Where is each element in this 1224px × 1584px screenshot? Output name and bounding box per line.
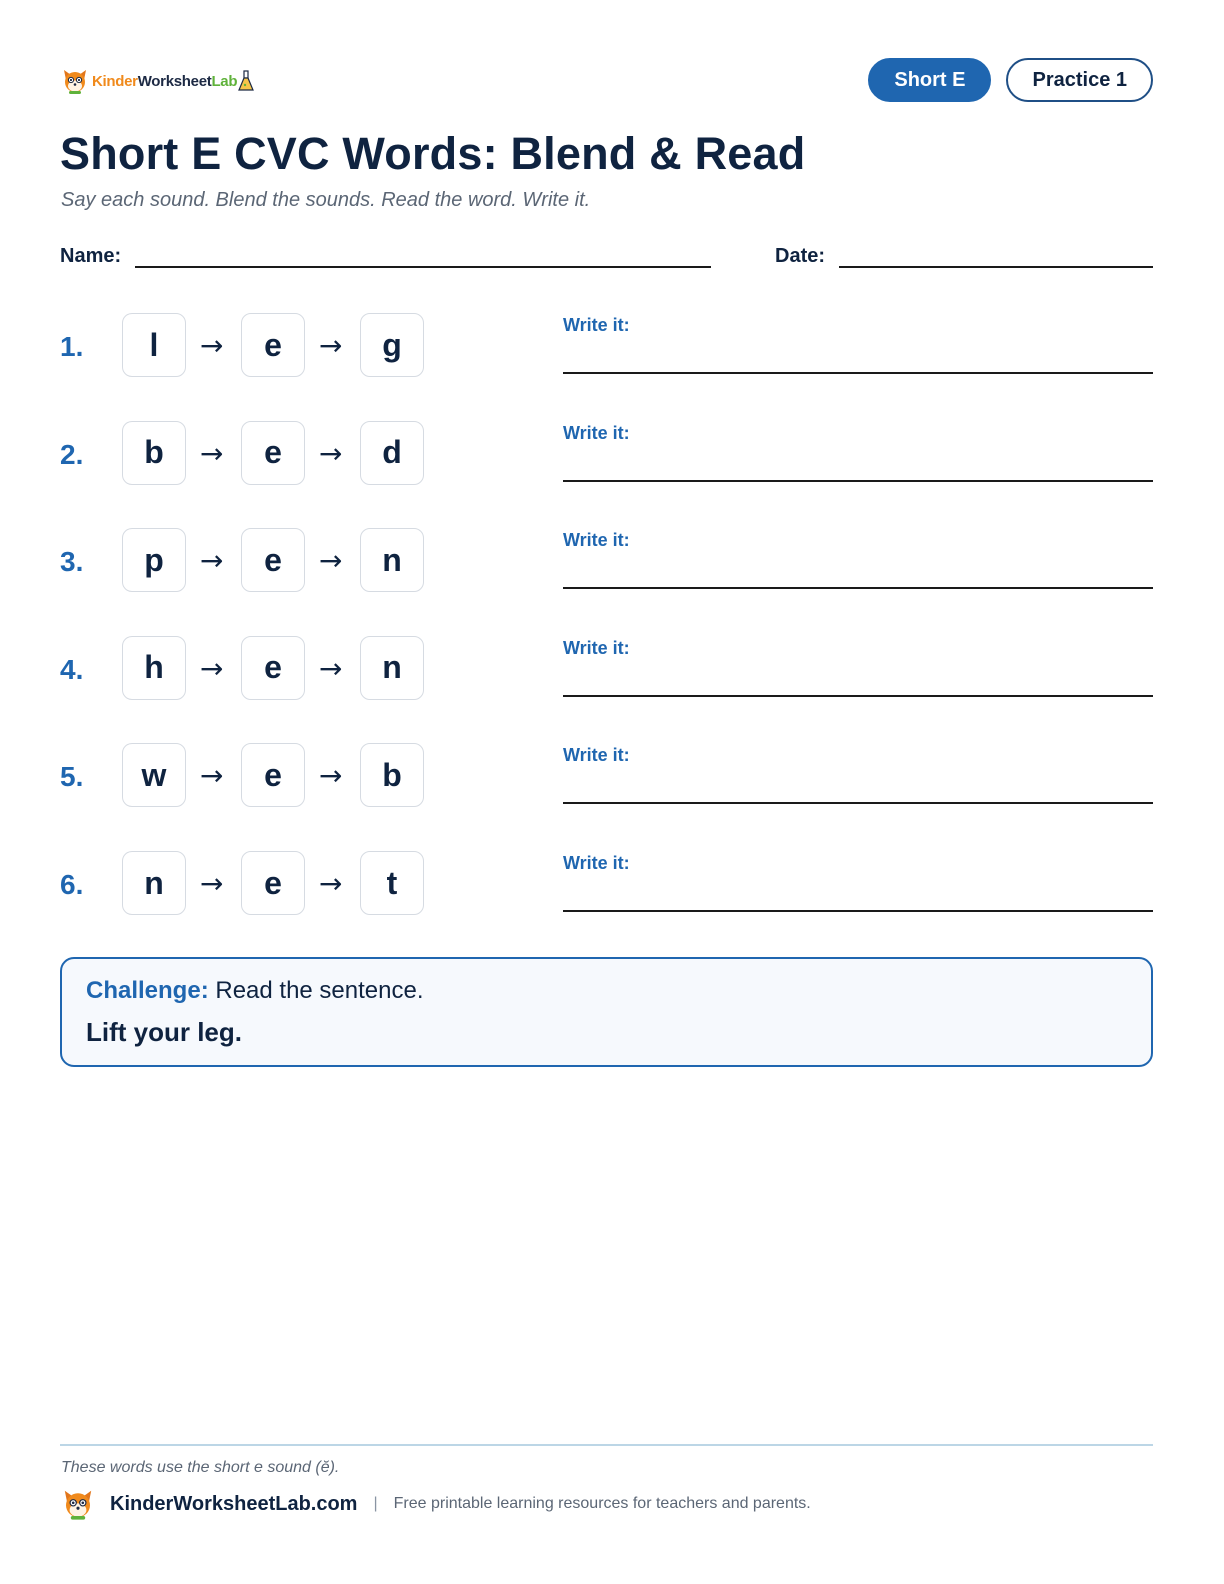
write-answer-line[interactable] [563, 910, 1153, 912]
write-it-label: Write it: [563, 637, 630, 658]
write-it-label: Write it: [563, 853, 630, 873]
site-logo[interactable] [60, 66, 254, 96]
challenge-instruction-line [86, 977, 424, 1005]
arrow-right-icon: → [319, 436, 343, 470]
practice-badge: Practice 1 [1006, 58, 1153, 102]
name-label: Name: [60, 245, 122, 267]
write-answer-line[interactable] [563, 480, 1153, 482]
letter-tile: p [122, 528, 186, 592]
letter-tile: w [122, 743, 186, 807]
word-row [60, 743, 1153, 823]
footer-site-link[interactable]: KinderWorksheetLab.com [110, 1492, 358, 1515]
footer-tagline: Free printable learning resources for teachers and parents. [393, 1495, 811, 1512]
challenge-label: Challenge: [86, 977, 209, 1004]
footer-divider [60, 1444, 1153, 1446]
letter-tile: e [241, 743, 305, 807]
letter-tile: n [360, 528, 424, 592]
challenge-sentence: Lift your leg. [86, 1017, 242, 1047]
word-row [60, 313, 1153, 393]
write-answer-line[interactable] [563, 372, 1153, 374]
letter-tile: e [241, 636, 305, 700]
letter-tile: n [360, 636, 424, 700]
topic-badge: Short E [868, 58, 991, 102]
name-write-line[interactable] [135, 266, 711, 268]
write-answer-line[interactable] [563, 587, 1153, 589]
letter-tile: l [122, 313, 186, 377]
letter-tile: e [241, 313, 305, 377]
instructions: Say each sound. Blend the sounds. Read the word. Write it. [61, 189, 591, 211]
word-row [60, 851, 1153, 931]
header [60, 58, 1153, 106]
fox-mascot-icon [60, 66, 90, 96]
word-row [60, 636, 1153, 716]
letter-tile: b [122, 421, 186, 485]
arrow-right-icon: → [319, 544, 343, 578]
write-it-label: Write it: [563, 422, 630, 443]
letter-tile: e [241, 851, 305, 915]
write-answer-line[interactable] [563, 695, 1153, 697]
item-number: 3. [60, 546, 84, 578]
arrow-right-icon: → [200, 867, 224, 900]
page-title: Short E CVC Words: Blend & Read [60, 128, 806, 179]
arrow-right-icon: → [200, 436, 224, 470]
arrow-right-icon: → [319, 329, 343, 362]
letter-tile: b [360, 743, 424, 807]
item-number: 2. [60, 438, 84, 470]
item-number: 5. [60, 761, 84, 793]
date-label: Date: [775, 245, 826, 267]
arrow-right-icon: → [319, 651, 343, 685]
footer-brand [60, 1486, 811, 1522]
item-number: 6. [60, 869, 84, 900]
date-write-line[interactable] [839, 266, 1153, 268]
arrow-right-icon: → [200, 544, 224, 578]
footer-note: These words use the short e sound (ĕ). [61, 1459, 340, 1476]
footer-separator: | [373, 1495, 378, 1512]
fox-mascot-icon [60, 1486, 96, 1522]
flask-icon [238, 70, 254, 92]
write-it-label: Write it: [563, 530, 630, 551]
write-it-label: Write it: [563, 745, 630, 766]
letter-tile: t [360, 851, 424, 915]
badges [868, 58, 1153, 102]
letter-tile: h [122, 636, 186, 700]
arrow-right-icon: → [319, 867, 343, 900]
letter-tile: d [360, 421, 424, 485]
letter-tile: g [360, 313, 424, 377]
logo-wordmark: KinderWorksheetLab [92, 72, 238, 90]
item-number: 1. [60, 331, 84, 362]
word-row [60, 421, 1153, 501]
letter-tile: e [241, 528, 305, 592]
letter-tile: e [241, 421, 305, 485]
challenge-box [60, 957, 1153, 1067]
item-number: 4. [60, 653, 84, 685]
arrow-right-icon: → [200, 651, 224, 685]
challenge-instruction: Read the sentence. [215, 977, 424, 1004]
arrow-right-icon: → [319, 759, 343, 793]
word-row [60, 528, 1153, 608]
letter-tile: n [122, 851, 186, 915]
arrow-right-icon: → [200, 329, 224, 362]
arrow-right-icon: → [200, 759, 224, 793]
write-it-label: Write it: [563, 315, 630, 335]
write-answer-line[interactable] [563, 802, 1153, 804]
